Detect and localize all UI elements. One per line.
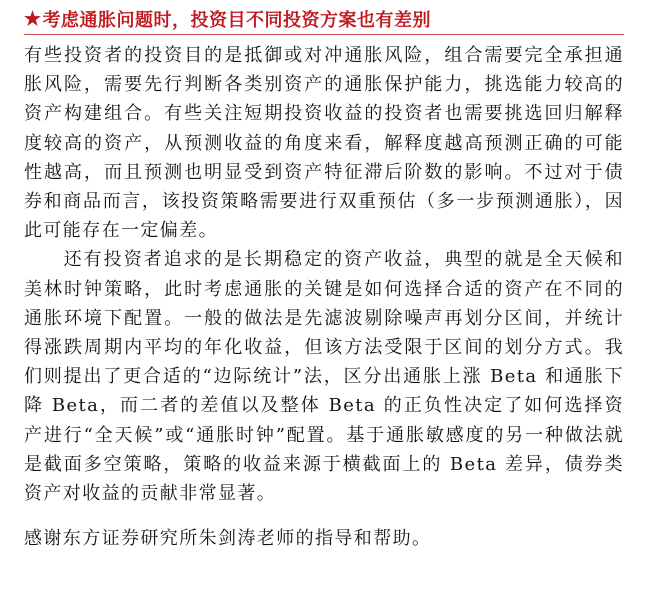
paragraph-1: 有些投资者的投资目的是抵御或对冲通胀风险，组合需要完全承担通胀风险，需要先行判断各类别资产的通胀保护能力，挑选能力较高的资产构建组合。有些关注短期投资收益的投资者也需要挑选回归解释度较高的资产，从预测收益的角度来看，解释度越高预测正确的可能性越高，而且预测也明显受到资产特征滞后阶数的影响。不过对于债券和商品而言，该投资策略需要进行双重预估（多一步预测通胀），因此可能存在一定偏差。: [24, 45, 624, 242]
heading-underline: [24, 34, 624, 35]
section-title: 考虑通胀问题时，投资目不同投资方案也有差别: [42, 10, 432, 31]
section-heading: [24, 4, 624, 34]
paragraph-2: 还有投资者追求的是长期稳定的资产收益，典型的就是全天候和美林时钟策略，此时考虑通胀的关键是如何选择合适的资产在不同的通胀环境下配置。一般的做法是先滤波剔除噪声再划分区间，并统计得涨跌周期内平均的年化收益，但该方法受限于区间的划分方式。我们则提出了更合适的“边际统计”法，区分出通胀上涨 Beta 和通胀下降 Beta，而二者的差值以及整体 Beta 的正负性决定了如何选择资产进行“全天候”或“通胀时钟”配置。基于通胀敏感度的另一种做法就是截面多空策略，策略的收益来源于横截面上的 Beta 差异，债券类资产对收益的贡献非常显著。: [24, 249, 624, 505]
acknowledgement: 感谢东方证券研究所朱剑涛老师的指导和帮助。: [24, 528, 432, 550]
star-icon: ★: [24, 7, 42, 30]
